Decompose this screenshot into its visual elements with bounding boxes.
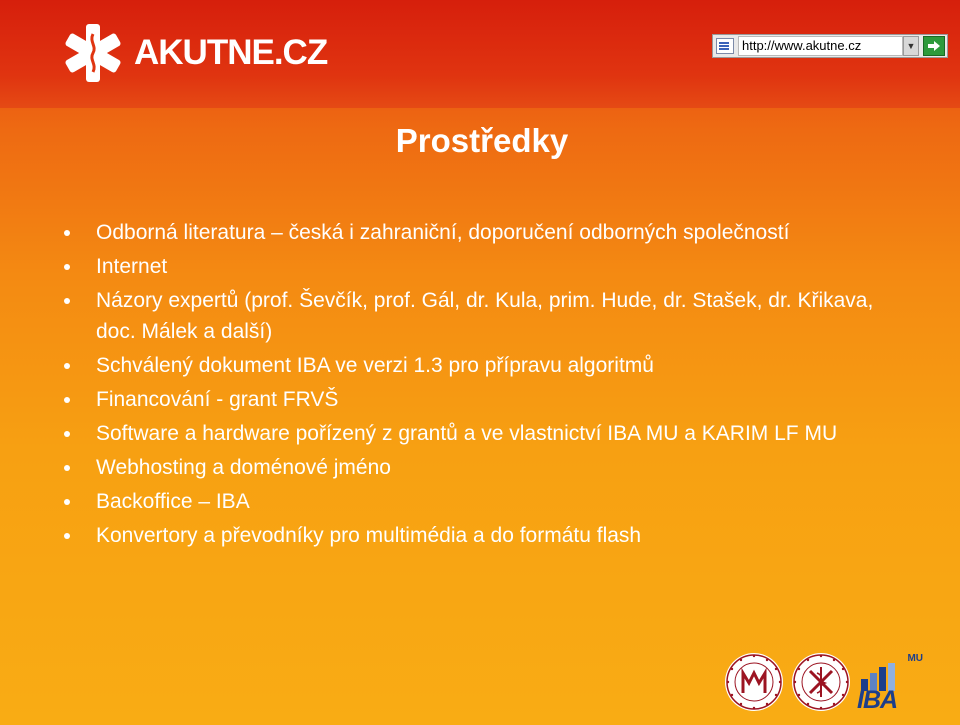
iba-mu-label: MU <box>907 653 923 664</box>
list-item-text: Software a hardware pořízený z grantů a ve vlastnictví IBA MU a KARIM LF MU <box>96 422 838 445</box>
list-item-text: Odborná literatura – česká i zahraniční, doporučení odborných společností <box>96 221 790 244</box>
list-item <box>62 384 912 415</box>
bullet-icon <box>64 533 70 539</box>
url-field[interactable]: http://www.akutne.cz <box>738 36 903 56</box>
list-item-text: Webhosting a doménové jméno <box>96 456 391 479</box>
list-item-text: Konvertory a převodníky pro multimédia a do formátu flash <box>96 524 642 547</box>
bullet-icon <box>64 298 70 304</box>
bullet-icon <box>64 499 70 505</box>
bullet-list <box>62 217 912 554</box>
list-item <box>62 350 912 381</box>
iba-logo <box>857 653 925 715</box>
footer-logos <box>723 651 923 719</box>
iba-text: IBA <box>857 686 898 714</box>
star-of-life-icon <box>62 22 124 84</box>
list-item-text: Názory expertů (prof. Ševčík, prof. Gál, dr. Kula, prim. Hude, dr. Stašek, dr. Křikava, doc. Málek a další) <box>96 289 874 343</box>
list-item <box>62 251 912 282</box>
browser-address-bar[interactable] <box>712 34 948 58</box>
slide-title: Prostředky <box>395 122 569 159</box>
list-item <box>62 452 912 483</box>
bullet-icon <box>64 397 70 403</box>
list-item <box>62 217 912 248</box>
list-item <box>62 520 912 551</box>
bullet-icon <box>64 363 70 369</box>
chevron-down-icon[interactable]: ▼ <box>903 36 919 56</box>
list-item-text: Internet <box>96 255 168 278</box>
list-item-text: Backoffice – IBA <box>96 490 250 513</box>
masaryk-university-seal-icon <box>723 651 785 713</box>
page-icon <box>716 38 734 54</box>
list-item <box>62 285 912 347</box>
list-item-text: Financování - grant FRVŠ <box>96 388 339 411</box>
list-item-text: Schválený dokument IBA ve verzi 1.3 pro přípravu algoritmů <box>96 354 654 377</box>
list-item <box>62 418 912 449</box>
akutne-logo[interactable] <box>62 18 327 88</box>
bullet-icon <box>64 431 70 437</box>
faculty-of-medicine-seal-icon <box>790 651 852 713</box>
bullet-icon <box>64 264 70 270</box>
list-item <box>62 486 912 517</box>
logo-text: AKUTNE.CZ <box>134 33 328 72</box>
bullet-icon <box>64 230 70 236</box>
go-arrow-icon[interactable] <box>923 36 945 56</box>
bullet-icon <box>64 465 70 471</box>
